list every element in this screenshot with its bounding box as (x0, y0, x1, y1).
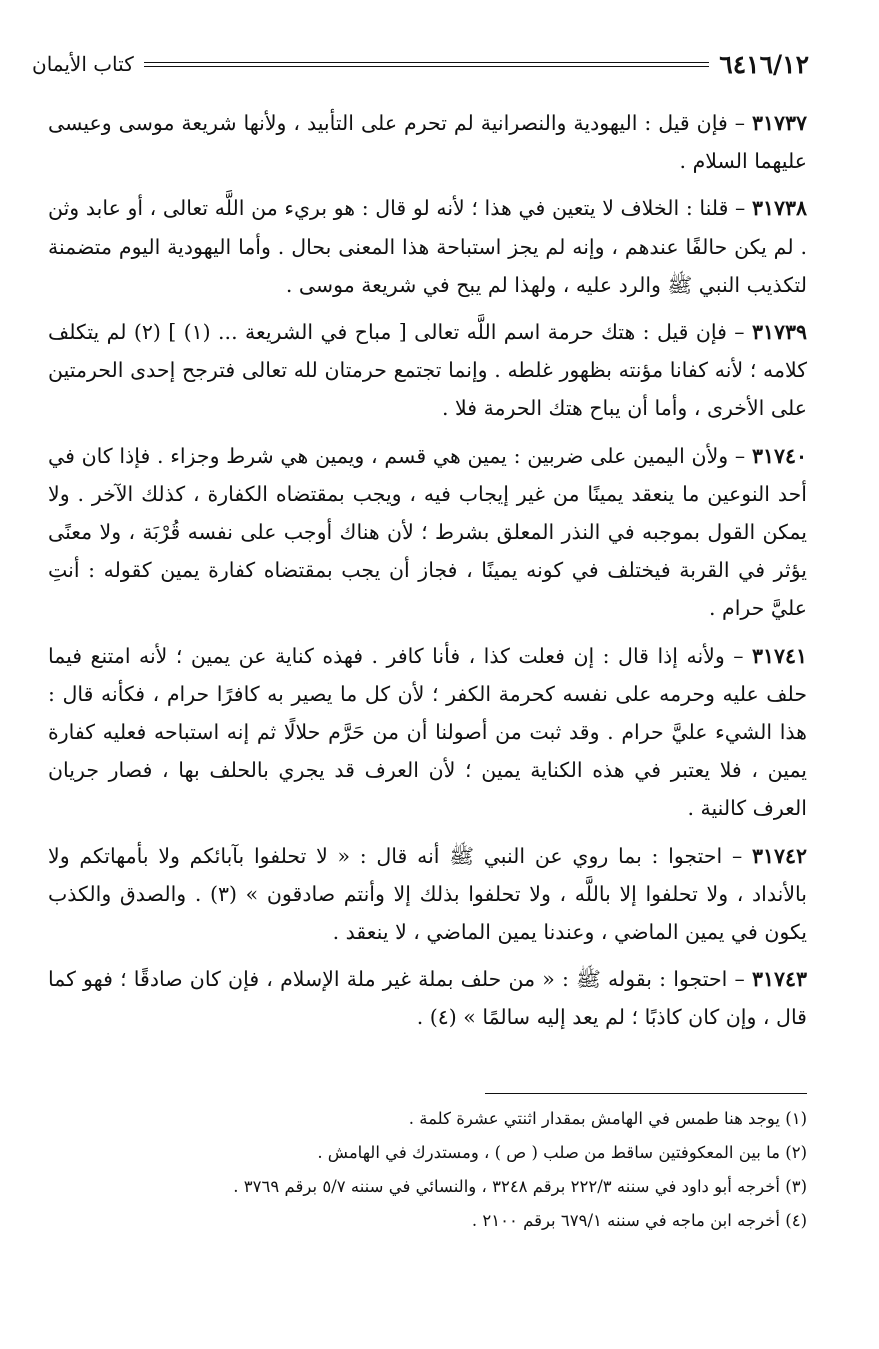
footnote-3: (٣) أخرجه أبو داود في سننه ٢٢٢/٣ برقم ٣٢٤٨ ، والنسائي في سننه ٥/٧ برقم ٣٧٦٩ . (233, 1177, 807, 1196)
paragraph-text: – احتجوا : بما روي عن النبي ﷺ أنه قال : « لا تحلفوا بآبائكم ولا بأمهاتكم ولا بالأنداد ، ولا تحلفوا إلا باللَّه ، ولا تحلفوا بذلك إلا وأنتم صادقون » (٣) . والصدق والكذب يكون في يمين الماضي ، وعندنا يمين الماضي ، لا ينعقد . (48, 843, 807, 945)
paragraph-31737 (48, 104, 807, 180)
paragraph-31741 (48, 637, 807, 828)
paragraph-31743 (48, 960, 807, 1036)
paragraph-31739 (48, 313, 807, 428)
paragraph-number: ٣١٧٣٨ (751, 196, 807, 221)
footnote-2: (٢) ما بين المعكوفتين ساقط من صلب ( ص ) ، ومستدرك في الهامش . (317, 1143, 807, 1162)
paragraph-31742 (48, 837, 807, 952)
header-rule (144, 62, 710, 67)
paragraph-text: – قلنا : الخلاف لا يتعين في هذا ؛ لأنه لو قال : هو بريء من اللَّه تعالى ، أو عابد وثن . لم يكن حالفًا عندهم ، وإنه لم يجز استباحة هذا المعنى بحال . وأما اليهودية اليوم متضمنة لتكذيب النبي ﷺ والرد عليه ، ولهذا لم يبح في شريعة موسى . (48, 196, 807, 297)
footnote-1: (١) يوجد هنا طمس في الهامش بمقدار اثنتي عشرة كلمة . (408, 1109, 807, 1128)
paragraph-text: – ولأنه إذا قال : إن فعلت كذا ، فأنا كافر . فهذه كناية عن يمين ؛ لأنه امتنع فيما حلف عليه وحرمه على نفسه كحرمة الكفر ؛ لأن كل ما يصير به كافرًا حرام ، فكأنه قال : هذا الشيء عليَّ حرام . وقد ثبت من أصولنا أن من حَرَّم حلالًا ثم إنه استباحه فعليه كفارة يمين ، فلا يعتبر في هذه الكناية يمين ؛ لأن العرف قد يجري بالحلف بها ، فصار جريان العرف كالنية . (48, 643, 807, 821)
paragraph-number: ٣١٧٤١ (751, 643, 807, 668)
paragraph-number: ٣١٧٤٢ (751, 843, 807, 868)
paragraph-31740 (48, 437, 807, 628)
main-text (48, 104, 807, 1046)
paragraph-number: ٣١٧٤٠ (751, 443, 807, 468)
page-number: ٦٤١٦/١٢ (719, 49, 809, 79)
paragraph-text: – احتجوا : بقوله ﷺ : « من حلف بملة غير ملة الإسلام ، فإن كان صادقًا ؛ فهو كما قال ، وإن كان كاذبًا ؛ لم يعد إليه سالمًا » (٤) . (48, 967, 807, 1030)
page-header (32, 44, 809, 84)
footnote-4: (٤) أخرجه ابن ماجه في سننه ٦٧٩/١ برقم ٢١٠٠ . (471, 1211, 807, 1230)
paragraph-number: ٣١٧٣٩ (751, 320, 807, 345)
footnotes (48, 1102, 807, 1238)
paragraph-text: – فإن قيل : هتك حرمة اسم اللَّه تعالى [ مباح في الشريعة ... (١) ] (٢) لم يتكلف كلامه ؛ لأنه كفانا مؤنته بظهور غلطه . وإنما تجتمع حرمتان لله تعالى فترجح إحدى الحرمتين على الأخرى ، وأما أن يباح هتك الحرمة فلا . (48, 320, 807, 421)
footnote-separator (485, 1093, 807, 1094)
paragraph-text: – فإن قيل : اليهودية والنصرانية لم تحرم على التأبيد ، ولأنها شريعة موسى وعيسى عليهما السلام . (48, 111, 807, 174)
paragraph-number: ٣١٧٣٧ (751, 111, 807, 135)
paragraph-31738 (48, 189, 807, 304)
paragraph-text: – ولأن اليمين على ضربين : يمين هي قسم ، ويمين هي شرط وجزاء . فإذا كان في أحد النوعين ما ينعقد يمينًا من غير إيجاب فيه ، ويجب بمقتضاه الكفارة ، كذلك الآخر . ولا يمكن القول بموجبه في النذر المعلق بشرط ؛ لأن هناك أوجب على نفسه قُرْبَة ، ولا معنًى يؤثر في القربة فيختلف في كونه يمينًا ، فجاز أن يجب بمقتضاه كفارة يمين كقوله : أنتِ عليَّ حرام . (48, 443, 807, 621)
paragraph-number: ٣١٧٤٣ (751, 967, 807, 992)
book-title: كتاب الأيمان (32, 52, 134, 76)
